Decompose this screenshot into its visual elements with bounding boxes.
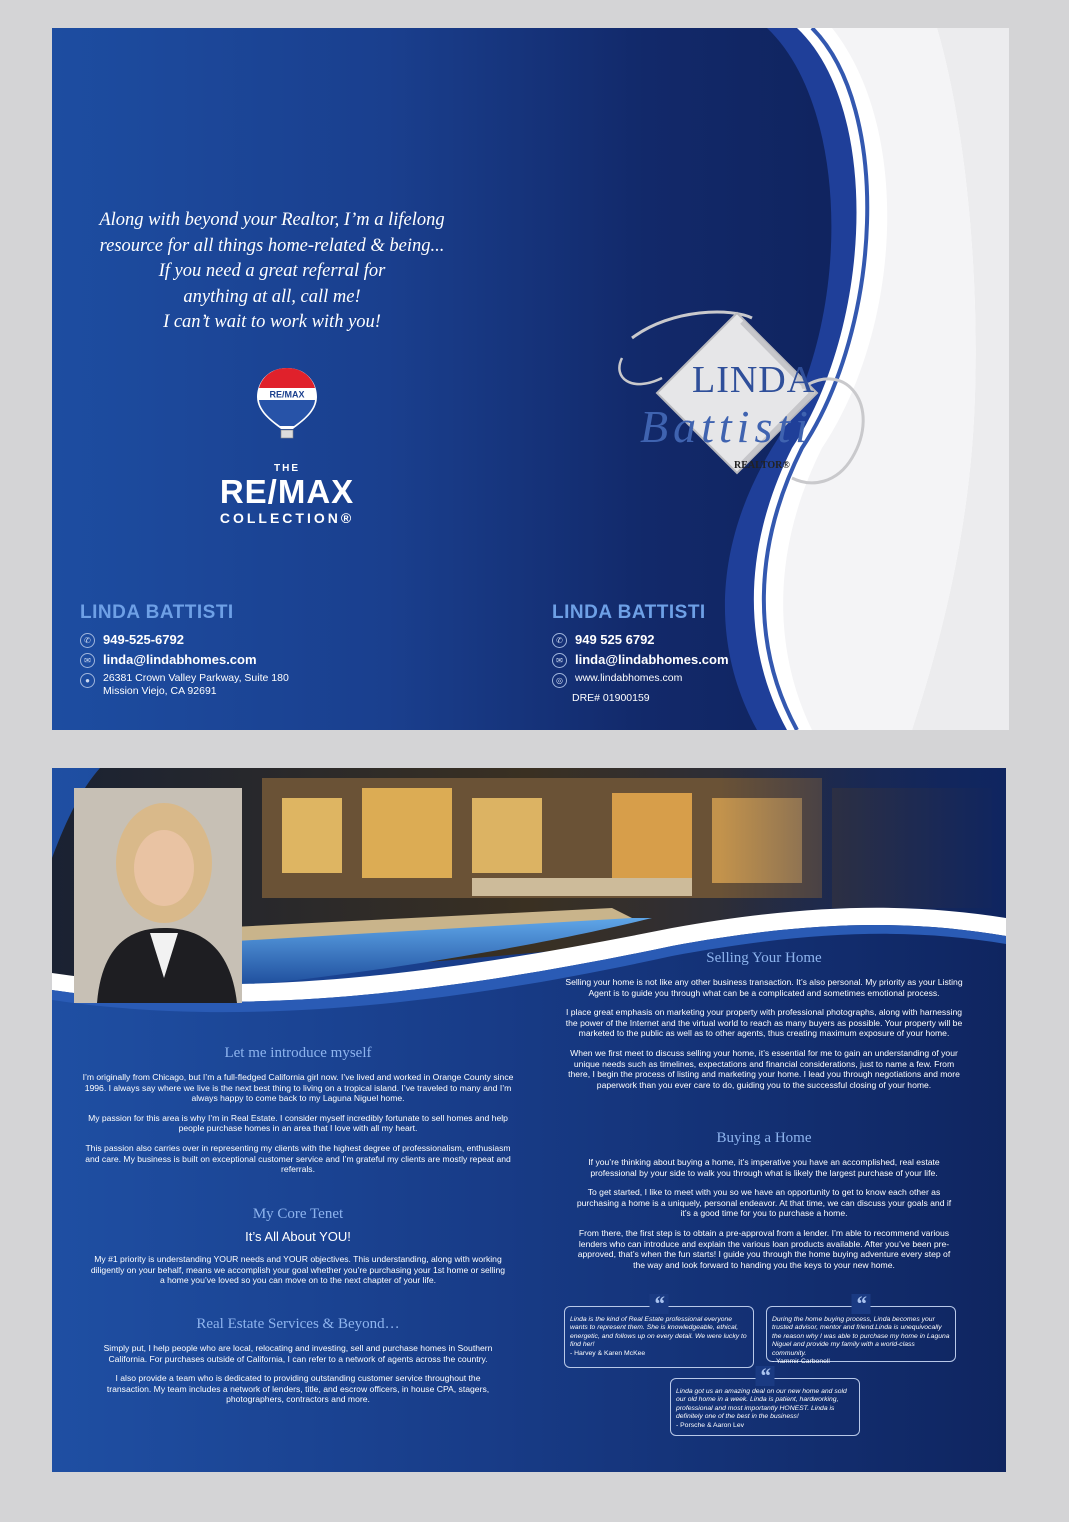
phone-row[interactable] <box>80 632 289 648</box>
globe-icon: ◎ <box>552 673 567 688</box>
quote-line: If you need a great referral for <box>158 261 386 281</box>
email-row[interactable] <box>552 652 729 668</box>
testimonial-text: Linda got us an amazing deal on our new home and sold our old home in a week. Linda is patient, hardworking, professional and most importantly HONEST. Linda is definitely one of the best in the business! <box>676 1388 847 1421</box>
logo-first-name: LINDA <box>692 359 816 401</box>
testimonial-text: During the home buying process, Linda becomes your trusted advisor, mentor and friend.Linda is unequivocally the reason why I was able to purchase my home in Laguna Niguel and provide my family with a world-class community. <box>772 1316 950 1357</box>
quote-line: I can’t wait to work with you! <box>163 312 381 332</box>
intro-section <box>78 1045 518 1184</box>
testimonial-author: - Yammir Carbonell <box>772 1358 830 1366</box>
website[interactable]: www.lindabhomes.com <box>575 672 683 684</box>
testimonial-card <box>670 1363 860 1436</box>
core-tenet-section <box>88 1206 508 1295</box>
quote-line: resource for all things home-related & being... <box>99 235 445 256</box>
agent-name: LINDA BATTISTI <box>80 602 234 623</box>
email-address[interactable]: linda@lindabhomes.com <box>575 652 729 667</box>
tenet-heading: My Core Tenet <box>252 1206 344 1222</box>
buying-paragraph: If you’re thinking about buying a home, it’s imperative you have an accomplished, real estate professional by your side to walk you through what is likely the largest purchase of your life. <box>588 1157 940 1178</box>
contact-block-left <box>80 602 289 702</box>
testimonial-card <box>766 1291 956 1366</box>
phone-row[interactable] <box>552 632 729 648</box>
logo-remax: RE/MAX <box>219 473 355 510</box>
referral-quote <box>92 208 452 336</box>
agent-name: LINDA BATTISTI <box>552 602 706 623</box>
quote-icon: “ <box>650 1294 669 1314</box>
selling-paragraph: When we first meet to discuss selling your home, it’s essential for me to gain an understanding of your unique needs such as timelines, expectations and financial considerations, just to name a few. From there, I begin the process of listing and marketing your home. I lead you through negotiations and more paperwork than you ever care to do, guiding you to the successful closing of your home. <box>568 1047 960 1090</box>
address <box>103 672 289 698</box>
quote-icon: “ <box>756 1366 775 1386</box>
dre-license: DRE# 01900159 <box>572 692 650 704</box>
tenet-subheading: It’s All About YOU! <box>245 1229 351 1244</box>
buying-paragraph: To get started, I like to meet with you so we have an opportunity to get to know each other as purchasing a home is a uniquely, personal endeavor. At that time, we can discuss your goals and if it’s a good time for you to purchase a home. <box>576 1187 952 1219</box>
brochure-inside-panel <box>52 768 1006 1472</box>
selling-paragraph: I place great emphasis on marketing your property with professional photographs, along with harnessing the power of the Internet and the virtual world to reach as many buyers as possible. Your property will be marketed to the public as well as to other agents, thus creating maximum exposure of your home. <box>565 1007 963 1039</box>
email-row[interactable] <box>80 652 289 668</box>
balloon-label: RE/MAX <box>269 389 305 400</box>
logo-last-name: Battisti <box>640 401 813 452</box>
email-icon: ✉ <box>552 653 567 668</box>
selling-heading: Selling Your Home <box>706 950 822 966</box>
testimonial-card <box>564 1291 754 1368</box>
logo-the: THE <box>274 463 300 474</box>
services-section <box>98 1316 498 1414</box>
services-heading: Real Estate Services & Beyond… <box>196 1316 400 1332</box>
selling-section <box>564 950 964 1099</box>
address-line-1: 26381 Crown Valley Parkway, Suite 180 <box>103 672 289 684</box>
address-line-2: Mission Viejo, CA 92691 <box>103 685 217 697</box>
email-address[interactable]: linda@lindabhomes.com <box>103 652 257 667</box>
services-paragraph: Simply put, I help people who are local, relocating and investing, sell and purchase homes in Southern California. For purchases outside of California, I can refer to a network of agents across the country. <box>103 1343 493 1364</box>
services-paragraph: I also provide a team who is dedicated to providing outstanding customer service throughout the transaction. My team includes a network of lenders, title, and escrow officers, in house CPA, stagers, photographers, contractors and more. <box>106 1373 490 1405</box>
quote-icon: “ <box>852 1294 871 1314</box>
buying-heading: Buying a Home <box>716 1130 812 1146</box>
phone-number[interactable]: 949-525-6792 <box>103 632 184 647</box>
contact-block-right <box>552 602 729 704</box>
website-row[interactable] <box>552 672 729 688</box>
phone-number[interactable]: 949 525 6792 <box>575 632 655 647</box>
testimonial-text: Linda is the kind of Real Estate professional everyone wants to represent them. She is knowledgeable, ethical, energetic, and follows up on every detail. We were lucky to find her! <box>570 1316 747 1349</box>
buying-section <box>574 1130 954 1279</box>
testimonial-author: - Porsche & Aaron Lev <box>676 1421 745 1429</box>
remax-collection-logo <box>192 463 382 526</box>
tenet-paragraph: My #1 priority is understanding YOUR needs and YOUR objectives. This understanding, along with working diligently on your behalf, means we accomplish your goal whether you’re purchasing your 1st home or selling a home you’ve loved so you can move on to the next chapter of your life. <box>90 1254 506 1286</box>
quote-line: anything at all, call me! <box>183 286 361 307</box>
brochure-front-panel <box>52 28 1009 730</box>
phone-icon: ✆ <box>80 633 95 648</box>
intro-paragraph: My passion for this area is why I’m in Real Estate. I consider myself incredibly fortunate to sell homes and help people purchase homes in an area that I love with all my heart. <box>88 1112 508 1134</box>
logo-collection: COLLECTION® <box>219 510 355 526</box>
email-icon: ✉ <box>80 653 95 668</box>
phone-icon: ✆ <box>552 633 567 648</box>
buying-paragraph: From there, the first step is to obtain a pre-approval from a lender. I’m able to recommend various lenders who can introduce and explain the various loan products available. After you’ve been pre-approved, that’s when the fun starts! I guide you through the home buying adventure every step of the way and look forward to handing you the keys to your new home. <box>577 1227 951 1270</box>
testimonial-author: - Harvey & Karen McKee <box>570 1349 646 1357</box>
location-icon: ● <box>80 673 95 688</box>
remax-balloon-icon <box>254 366 320 444</box>
quote-line: Along with beyond your Realtor, I’m a lifelong <box>99 210 445 230</box>
intro-heading: Let me introduce myself <box>224 1045 372 1061</box>
intro-paragraph: I’m originally from Chicago, but I’m a full-fledged California girl now. I’ve lived and worked in Orange County since 1996. I always say where we live is the next best thing to living on a tropical island. I’ve traveled to many and I’m always happy to come back to my Laguna Niguel home. <box>82 1072 514 1104</box>
selling-paragraph: Selling your home is not like any other business transaction. It’s also personal. My priority as your Listing Agent is to guide you through what can be a complicated and sometimes emotional process. <box>565 977 963 998</box>
logo-title: REALTOR® <box>734 460 790 471</box>
address-row <box>80 672 289 698</box>
intro-paragraph: This passion also carries over in representing my clients with the highest degree of professionalism, enthusiasm and care. My business is built on exceptional customer service and I’m grateful my clients are mostly repeat and referrals. <box>85 1142 511 1175</box>
